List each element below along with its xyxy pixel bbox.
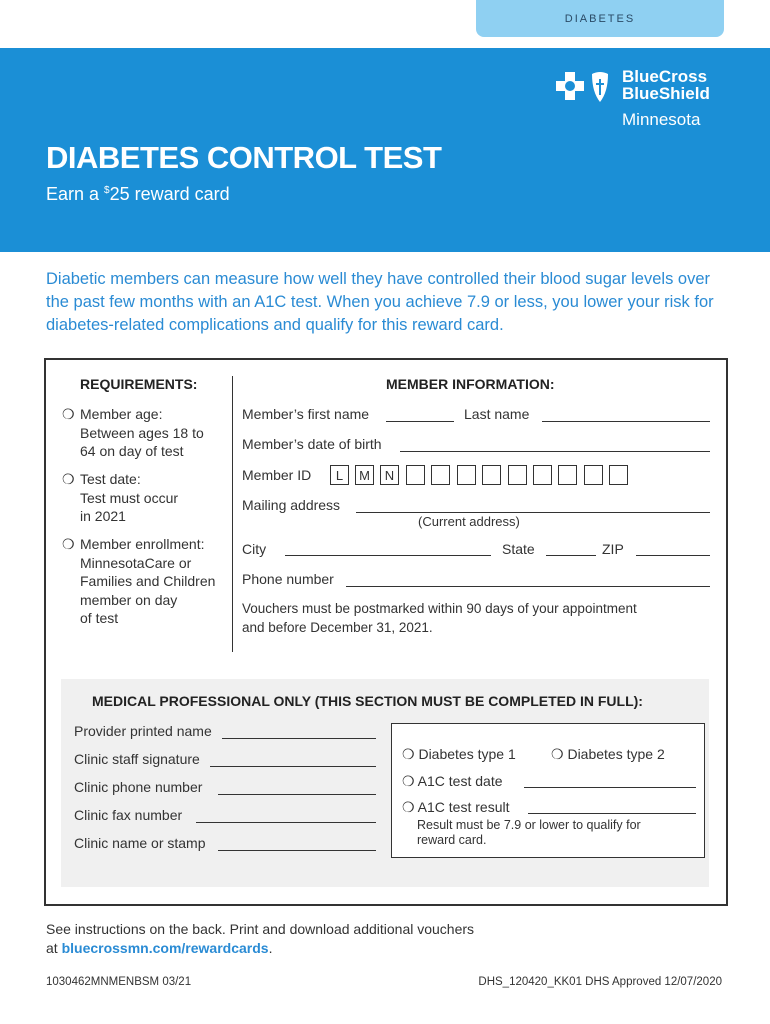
bullet-icon: ❍ xyxy=(62,406,75,422)
checkbox-icon[interactable]: ❍ xyxy=(402,773,418,789)
diabetes-type-2-label: Diabetes type 2 xyxy=(567,746,665,762)
form-code-left: 1030462MNMENBSM 03/21 xyxy=(46,976,192,988)
medical-heading: MEDICAL PROFESSIONAL ONLY (THIS SECTION MUST BE COMPLETED IN FULL): xyxy=(92,693,643,709)
address-label: Mailing address xyxy=(242,497,341,513)
voucher-note-line-2: and before December 31, 2021. xyxy=(242,620,433,635)
diabetes-type-1-label: Diabetes type 1 xyxy=(418,746,516,762)
requirements-heading: REQUIREMENTS: xyxy=(80,376,198,392)
a1c-date-option[interactable] xyxy=(402,773,503,790)
clinic-phone-field[interactable] xyxy=(218,794,376,795)
address-note: (Current address) xyxy=(418,514,520,529)
bcbs-logo xyxy=(554,68,724,134)
id-box-prefix: L xyxy=(330,465,349,485)
requirement-line: Member age: xyxy=(80,406,163,422)
last-name-field[interactable] xyxy=(542,421,710,422)
footer-instructions xyxy=(46,920,474,958)
result-note-line: reward card. xyxy=(417,833,487,847)
requirement-line: in 2021 xyxy=(80,508,126,524)
id-digit-box[interactable] xyxy=(533,465,552,485)
id-digit-box[interactable] xyxy=(431,465,450,485)
cross-shield-icon xyxy=(554,70,620,106)
section-tab: DIABETES xyxy=(476,0,724,37)
bullet-icon: ❍ xyxy=(62,536,75,552)
diabetes-type-2-option[interactable] xyxy=(551,746,665,763)
dob-label: Member’s date of birth xyxy=(242,436,382,452)
checkbox-icon[interactable]: ❍ xyxy=(551,746,568,762)
brand-line-2: BlueShield xyxy=(622,84,710,103)
reward-cards-link[interactable]: bluecrossmn.com/rewardcards xyxy=(61,940,269,956)
footer-period: . xyxy=(268,940,273,956)
result-note-line: Result must be 7.9 or lower to qualify for xyxy=(417,818,641,832)
requirement-line: 64 on day of test xyxy=(80,443,184,459)
phone-field[interactable] xyxy=(346,586,710,587)
id-digit-box[interactable] xyxy=(558,465,577,485)
phone-label: Phone number xyxy=(242,571,334,587)
address-field[interactable] xyxy=(356,512,710,513)
column-divider xyxy=(232,376,233,652)
id-digit-box[interactable] xyxy=(508,465,527,485)
id-digit-box[interactable] xyxy=(406,465,425,485)
first-name-field[interactable] xyxy=(386,421,454,422)
requirement-line: Families and Children xyxy=(80,573,216,589)
provider-field[interactable] xyxy=(222,738,376,739)
subtitle-prefix: Earn a xyxy=(46,184,105,204)
a1c-result-option[interactable] xyxy=(402,799,510,816)
requirement-line: member on day xyxy=(80,591,178,608)
page-subtitle xyxy=(46,184,230,205)
header-banner xyxy=(0,48,770,252)
clinic-fax-label: Clinic fax number xyxy=(74,807,183,823)
intro-paragraph: Diabetic members can measure how well they have controlled their blood sugar levels over the past few months with an A1C test. When you achieve 7.9 or less, you lower your risk for diabetes-related complications and qualify for this reward card. xyxy=(46,270,714,334)
provider-label: Provider printed name xyxy=(74,723,212,739)
id-digit-box[interactable] xyxy=(457,465,476,485)
member-id-label: Member ID xyxy=(242,467,312,483)
clinic-name-field[interactable] xyxy=(218,850,376,851)
subtitle-currency: $ xyxy=(104,185,110,196)
clinic-fax-field[interactable] xyxy=(196,822,376,823)
first-name-label: Member’s first name xyxy=(242,406,370,422)
city-label: City xyxy=(242,541,267,557)
state-field[interactable] xyxy=(546,555,596,556)
footer-line-2 xyxy=(46,939,474,958)
state-label: State xyxy=(502,541,535,557)
id-digit-box[interactable] xyxy=(609,465,628,485)
zip-label: ZIP xyxy=(602,541,624,557)
member-info-heading: MEMBER INFORMATION: xyxy=(386,376,555,392)
dob-field[interactable] xyxy=(400,451,710,452)
form-code-right: DHS_120420_KK01 DHS Approved 12/07/2020 xyxy=(478,976,722,988)
requirement-line: Member enrollment: xyxy=(80,536,205,552)
staff-signature-label: Clinic staff signature xyxy=(74,751,200,767)
subtitle-amount: 25 reward card xyxy=(109,184,230,204)
footer-line-1: See instructions on the back. Print and download additional vouchers xyxy=(46,921,475,937)
voucher-note-line-1: Vouchers must be postmarked within 90 days of your appointment xyxy=(242,601,637,616)
id-box-prefix: M xyxy=(355,465,374,485)
footer-at: at xyxy=(46,940,62,956)
requirement-line: MinnesotaCare or xyxy=(80,554,192,571)
requirement-line: Test must occur xyxy=(80,489,179,506)
a1c-date-field[interactable] xyxy=(524,787,696,788)
a1c-date-label: A1C test date xyxy=(417,773,503,789)
id-digit-box[interactable] xyxy=(482,465,501,485)
brand-line-1: BlueCross xyxy=(622,67,708,86)
brand-name xyxy=(622,68,710,102)
a1c-result-field[interactable] xyxy=(528,813,696,814)
a1c-result-label: A1C test result xyxy=(417,799,510,815)
brand-region: Minnesota xyxy=(622,110,701,129)
zip-field[interactable] xyxy=(636,555,710,556)
staff-signature-field[interactable] xyxy=(210,766,376,767)
requirement-age xyxy=(62,405,227,461)
checkbox-icon[interactable]: ❍ xyxy=(402,799,418,815)
city-field[interactable] xyxy=(285,555,491,556)
requirement-enrollment xyxy=(62,535,230,628)
clinic-name-label: Clinic name or stamp xyxy=(74,835,206,851)
checkbox-icon[interactable]: ❍ xyxy=(402,746,419,762)
id-box-prefix: N xyxy=(380,465,399,485)
page-title: DIABETES CONTROL TEST xyxy=(46,140,442,175)
last-name-label: Last name xyxy=(464,406,530,422)
requirement-line: of test xyxy=(80,610,119,626)
requirement-test-date xyxy=(62,470,227,526)
diabetes-type-1-option[interactable] xyxy=(402,746,516,763)
bullet-icon: ❍ xyxy=(62,471,75,487)
requirement-line: Test date: xyxy=(80,471,141,487)
requirement-line: Between ages 18 to xyxy=(80,424,204,441)
clinic-phone-label: Clinic phone number xyxy=(74,779,203,795)
id-digit-box[interactable] xyxy=(584,465,603,485)
result-note xyxy=(417,818,641,848)
